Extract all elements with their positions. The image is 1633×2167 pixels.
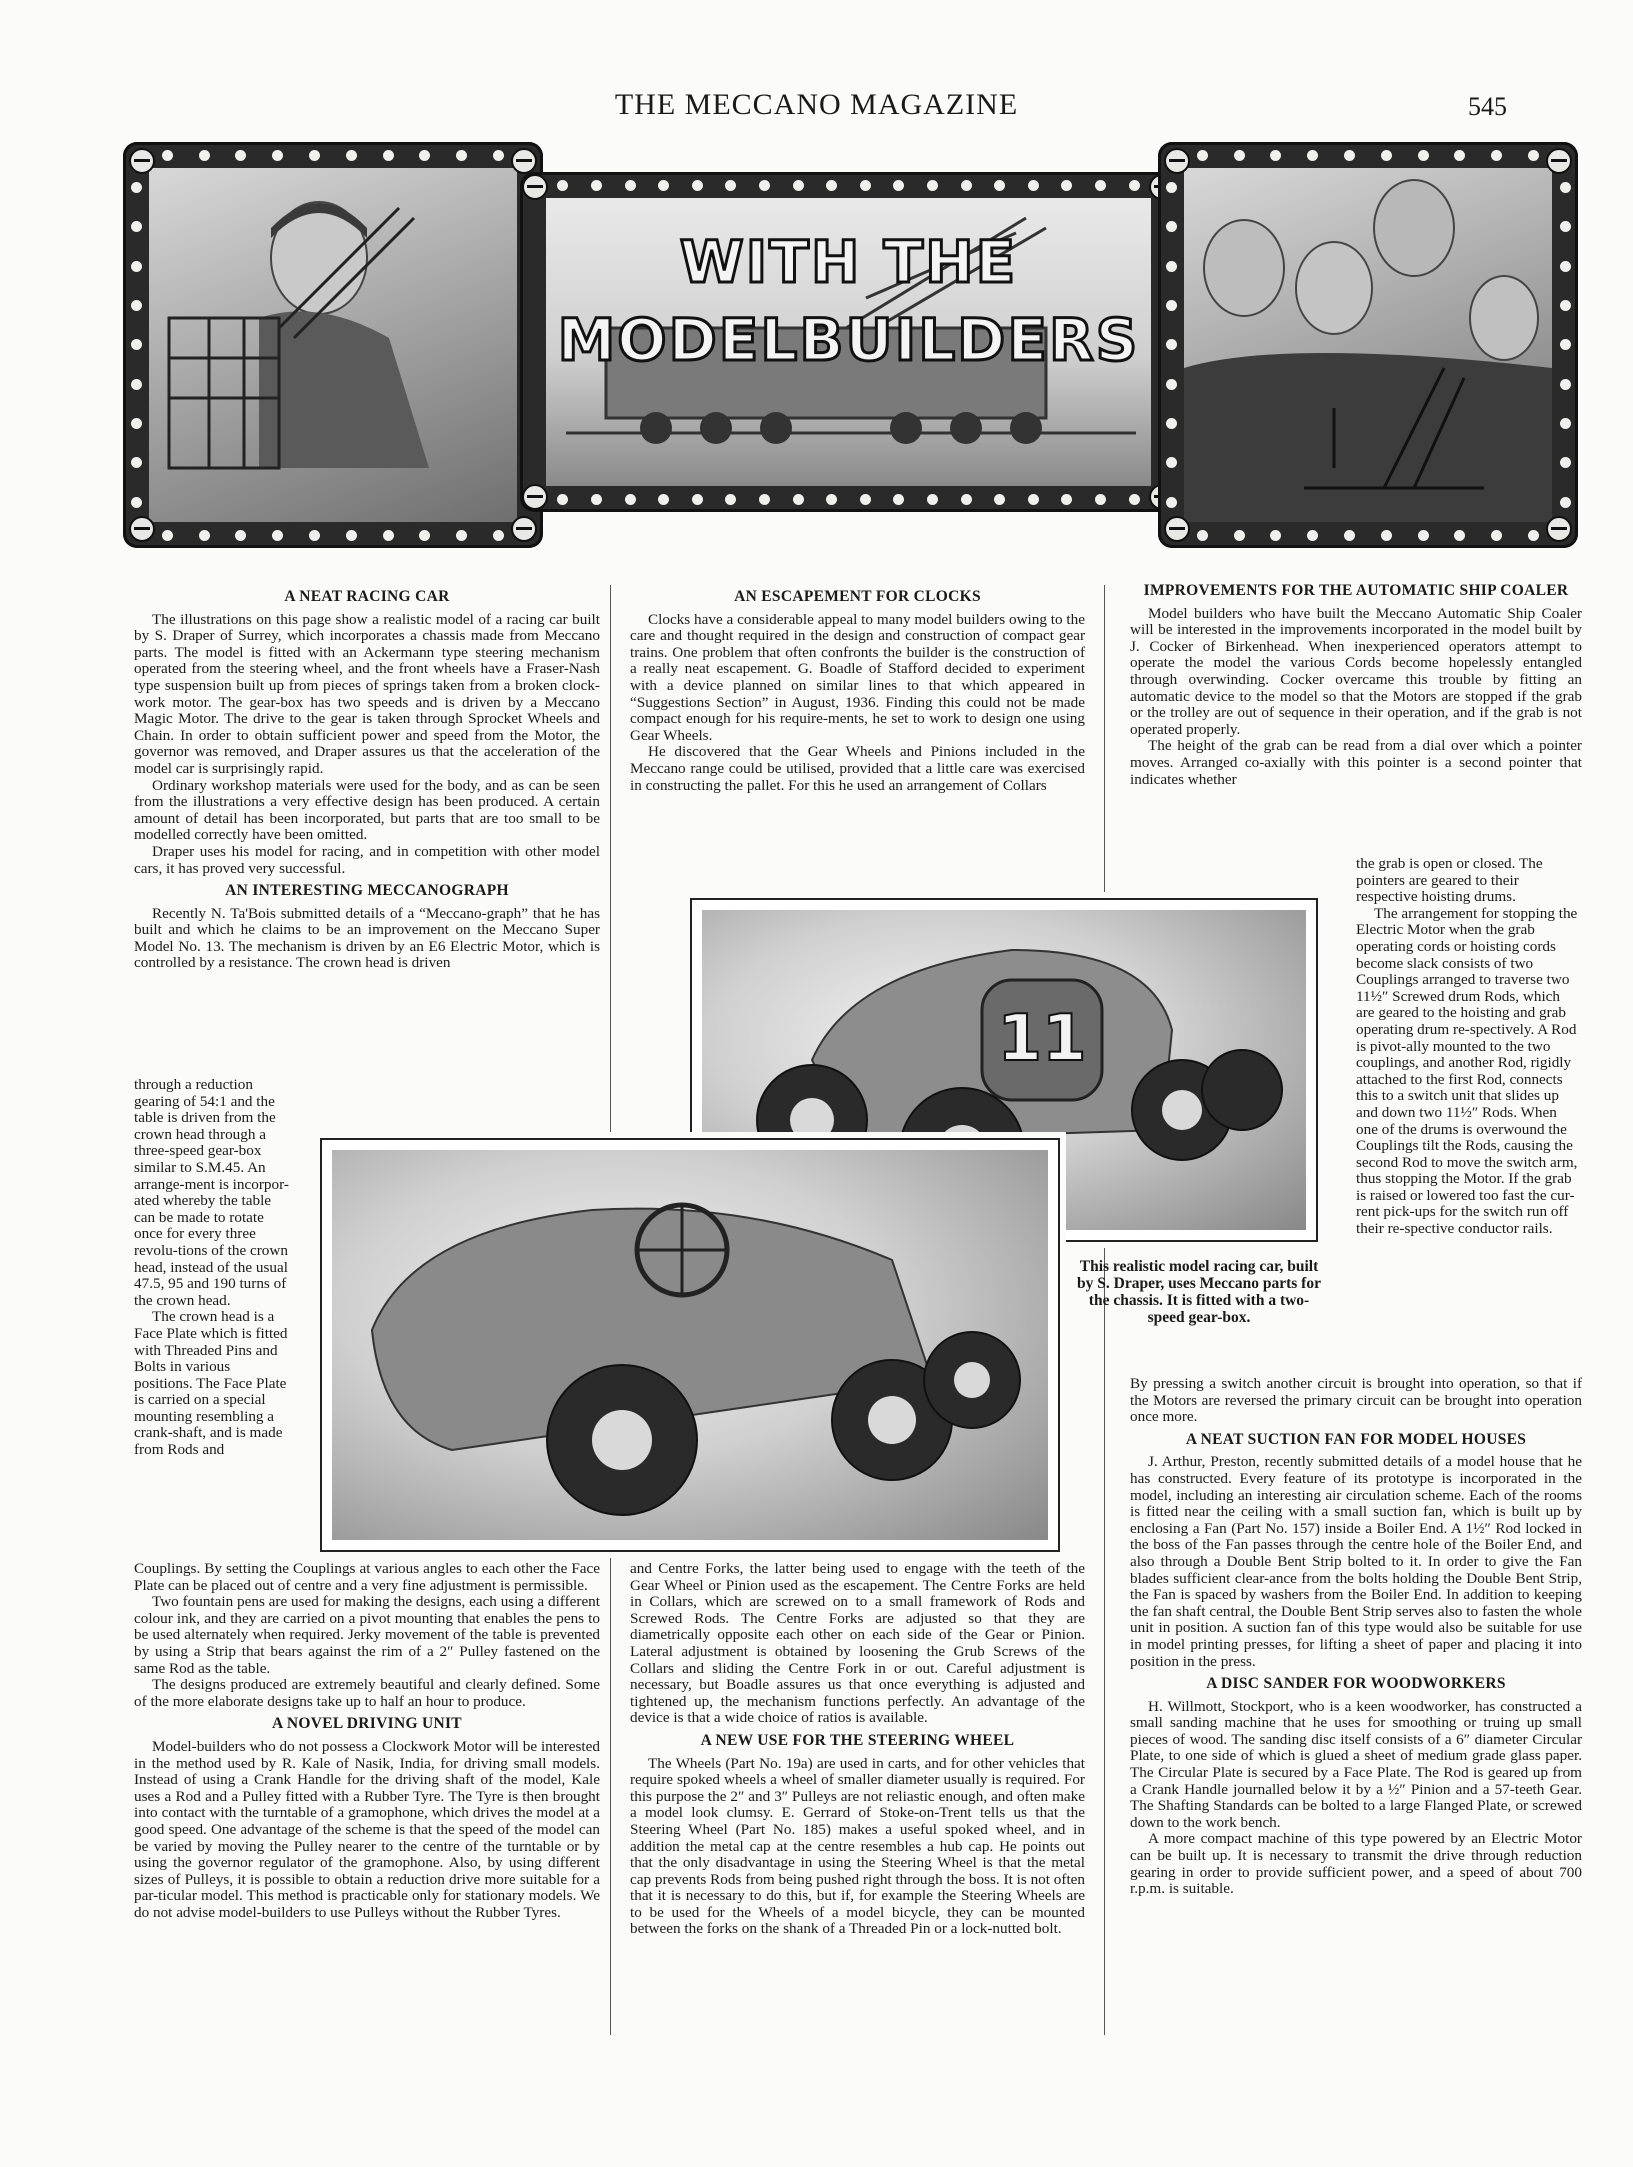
- disc-sander-paragraph-2: A more compact machine of this type powered by an Electric Motor can be built up. It is necessary to transmit the drive through reduction gearing in order to provide sufficient power, and a speed of about 700 r.p.m. is suitable.: [1130, 1830, 1582, 1898]
- escapement-paragraph-2: He discovered that the Gear Wheels and Pinions included in the Meccano range could be utilised, provided that a little care was exercised in constructing the pallet. For this he used an arrangement of Collars: [630, 743, 1085, 794]
- boy-with-model-photo: [149, 168, 517, 522]
- ship-coaler-paragraph-3: The arrangement for stopping the Electric Motor when the grab operating cords or hoisting cords become slack consists of two Couplings arranged to traverse two 11½″ Screwed drum Rods, which are geared to the hoisting and grab operating drum re-spectively. A Rod is pivot-ally mounted to the two couplings, and another Rod, rigidly attached to the first Rod, connects this to a switch unit that slides up and down two 11½″ Rods. When one of the drums is overwound the Couplings tilt the Rods, causing the second Rod to move the switch arm, thus stopping the Motor. If the grab is raised or lowered too fast the cur-rent pick-ups for the switch run off their re-spective conductor rails.: [1356, 904, 1578, 1238]
- banner-right-frame: [1158, 142, 1578, 548]
- meccanograph-paragraph-1: Recently N. Ta'Bois submitted details of a “Meccano-graph” that he has built and which he claims to be an improvement on the Meccano Super Model No. 13. The mechanism is driven by an E6 Electric Motor, which is controlled by a resistance. The crown head is driven: [134, 904, 600, 972]
- ship-coaler-paragraph-1: Model builders who have built the Meccano Automatic Ship Coaler will be interested in the improvements incorporated in the model built by J. Cocker of Birkenhead. When inexperienced operators attempt to operate the model the various Cords become hopelessly entangled through overwinding. Cocker overcame this trouble by fitting an automatic device to the model so that the Motors are stopped if the grab or the trolley are out of sequence in their operation, and if the grab is not operated properly.: [1130, 604, 1582, 738]
- racing-car-paragraph-1: The illustrations on this page show a realistic model of a racing car built by S. Draper of Surrey, which incorporates a chassis made from Meccano parts. The model is fitted with an Ackermann type steering mechanism operated from the steering wheel, and the front wheels have a Fraser-Nash type suspension built up from pieces of springs taken from a broken clock-work motor. The gear-box has two speeds and is driven by a Meccano Magic Motor. The drive to the gear is taken through Sprocket Wheels and Chain. In order to obtain sufficient power and speed from the Motor, the governor was removed, and Draper assures us that the acceleration of the model car is surprisingly rapid.: [134, 610, 600, 777]
- column-middle-upper: [630, 583, 1085, 794]
- banner-title-line2: MODELBUILDERS: [557, 306, 1140, 374]
- heading-meccanograph: AN INTERESTING MECCANOGRAPH: [225, 882, 509, 900]
- banner-title-line1: WITH THE: [679, 228, 1018, 296]
- column-right-upper: [1130, 583, 1582, 788]
- heading-racing-car: A NEAT RACING CAR: [284, 588, 450, 605]
- driving-unit-paragraph-1: Model-builders who do not possess a Clockwork Motor will be interested in the method used by R. Kale of Nasik, India, for driving small models. Instead of using a Crank Handle for the driving shaft of the model, Kale uses a Rod and a Pulley fitted with a Rubber Tyre. The Tyre is then brought into contact with the turntable of a gramophone, which drives the model at a good speed. One advantage of the scheme is that the speed of the model can be varied by moving the Pulley nearer to the centre of the turntable or by using the governor regulator of the gramophone. Also, by using different sizes of Pulleys, it is possible to obtain a reduction drive more suitable for a par-ticular model. This method is practicable only for stationary models. We do not advise model-builders to use Pulleys without the Rubber Tyres.: [134, 1737, 600, 1921]
- racing-car-paragraph-3: Draper uses his model for racing, and in competition with other model cars, it has proved very successful.: [134, 842, 600, 877]
- meccanograph-paragraph-2: The crown head is a Face Plate which is fitted with Threaded Pins and Bolts in various positions. The Face Plate is carried on a special mounting resembling a crank-shaft, and is made from Rods and: [134, 1308, 288, 1459]
- heading-disc-sander: A DISC SANDER FOR WOODWORKERS: [1206, 1675, 1506, 1693]
- meccanograph-paragraph-2b: Couplings. By setting the Couplings at various angles to each other the Face Plate can be placed out of centre and a very fine adjustment is permissible.: [134, 1560, 600, 1594]
- banner-left-frame: [123, 142, 543, 548]
- ship-coaler-paragraph-2b: the grab is open or closed. The pointers are geared to their respective hoisting drums.: [1356, 855, 1543, 906]
- ship-coaler-paragraph-2: The height of the grab can be read from a dial over which a pointer moves. Arranged co-axially with this pointer is a second pointer that indicates whether: [1130, 737, 1582, 788]
- disc-sander-paragraph-1: H. Willmott, Stockport, who is a keen woodworker, has constructed a small sanding machine that he uses for smoothing or truing up small pieces of wood. The sanding disc itself consists of a 6″ diameter Circular Plate, to one side of which is glued a sheet of medium grade glass paper. The Circular Plate is secured by a Face Plate. The Rod is geared up from a Crank Handle journalled below it by a ½″ Pinion and a 57-teeth Gear. The Shafting Standards can be bolted to a large Flanged Plate, or screwed down to the work bench.: [1130, 1697, 1582, 1831]
- column-right-lower: [1130, 1376, 1582, 1898]
- column-left-lower: [134, 1561, 600, 1921]
- banner-center-frame: [520, 172, 1177, 512]
- magazine-title: THE MECCANO MAGAZINE: [614, 88, 1019, 121]
- suction-fan-paragraph-1: J. Arthur, Preston, recently submitted details of a model house that he has constructed. Every feature of its prototype is incorporated in the model, including an interesting air circulation scheme. Each of the rooms is fitted near the ceiling with a small suction fan, which is built up by enclosing a Fan (Part No. 157) inside a Boiler End. A 1½″ Rod locked in the boss of the Fan passes through the centre hole of the Boiler End, and also through a Double Bent Strip bolted to it. In order to give the Fan blades sufficient clear-ance from the bolts holding the Double Bent Strip, the Fan is spaced by washers from the Boiler End. In addition to keeping the fan shaft central, the Double Bent Strip serves also to fasten the whole unit in position. A suction fan of this type would also be suitable for use in model printing presses, for lifting a sheet of paper and placing it into position in the press.: [1130, 1453, 1582, 1670]
- heading-ship-coaler: IMPROVEMENTS FOR THE AUTOMATIC SHIP COALER: [1143, 582, 1569, 599]
- car-number: 11: [997, 1002, 1087, 1076]
- column-right-narrow: [1356, 856, 1582, 1238]
- column-middle-lower: [630, 1561, 1085, 1938]
- page-number: 545: [1468, 92, 1507, 121]
- column-left-narrow: [134, 1077, 292, 1459]
- heading-steering-wheel: A NEW USE FOR THE STEERING WHEEL: [700, 1731, 1015, 1749]
- escapement-paragraph-3: and Centre Forks, the latter being used to engage with the teeth of the Gear Wheel or Pinion used as the escapement. The Centre Forks are held in Collars, which are screwed on to a small framework of Rods and Screwed Rods. The Centre Forks are adjusted so that they are diametrically opposite each other on each side of the Gear or Pinion. Lateral adjustment is obtained by loosening the Grub Screws of the Collars and sliding the Centre Fork in or out. Careful adjustment is necessary, but Boadle assures us that once everything is adjusted and tightened up, the mechanism functions perfectly. An advantage of the device is that a wide choice of ratios is available.: [630, 1560, 1085, 1727]
- meccanograph-paragraph-4: The designs produced are extremely beautiful and clearly defined. Some of the more elaborate designs take up to half an hour to produce.: [134, 1676, 600, 1710]
- steering-wheel-paragraph-1: The Wheels (Part No. 19a) are used in carts, and for other vehicles that require spoked wheels a wheel of smaller diameter usually is required. For this purpose the 2″ and 3″ Pulleys are not reliastic enough, and often make a model look clumsy. E. Gerrard of Stoke-on-Trent tells us that the Steering Wheel (Part No. 185) makes a useful spoked wheel, and in addition the metal cap at the centre resembles a hub cap. He points out that the only disadvantage in using the Steering Wheel is that the metal cap prevents Rods from being pushed right through the boss. It is not often that it is necessary to do this, but if, for example the Steering Wheels are to be used for the Wheels of a model bicycle, they can be mounted between the forks on the shank of a Threaded Pin or a lock-nutted bolt.: [630, 1754, 1085, 1938]
- heading-escapement: AN ESCAPEMENT FOR CLOCKS: [734, 588, 981, 605]
- racing-car-paragraph-2: Ordinary workshop materials were used for the body, and as can be seen from the illustrations a very effective design has been produced. A certain amount of detail has been incorporated, but parts that are too small to be modelled correctly have been omitted.: [134, 776, 600, 844]
- meccanograph-paragraph-1b: through a reduction gearing of 54:1 and the table is driven from the crown head through a three-speed gear-box similar to S.M.45. An arrange-ment is incorpor-ated whereby the table can be made to rotate once for every three revolu-tions of the crown head, instead of the usual 47.5, 95 and 190 turns of the crown head.: [134, 1076, 289, 1309]
- racing-car-photo-rear: [320, 1138, 1060, 1552]
- meccanograph-paragraph-3: Two fountain pens are used for making the designs, each using a different colour ink, and they are carried on a pivot mounting that enables the pens to be used alternately when required. Jerky movement of the table is prevented by using a Strip that bears against the rim of a 2″ Pulley fastened on the same Rod as the table.: [134, 1593, 600, 1677]
- escapement-paragraph-1: Clocks have a considerable appeal to many model builders owing to the care and thought required in the design and construction of compact gear trains. One problem that often confronts the builder is the construction of a really neat escapement. G. Boadle of Stafford decided to experiment with a device planned on similar lines to that which appeared in “Suggestions Section” in August, 1936. Finding this could not be made compact enough for his require-ments, he set to work to design one using Gear Wheels.: [630, 610, 1085, 744]
- column-left-upper: [134, 583, 600, 972]
- heading-driving-unit: A NOVEL DRIVING UNIT: [272, 1715, 462, 1733]
- group-with-crane-photo: [1184, 168, 1552, 522]
- ship-coaler-paragraph-4: By pressing a switch another circuit is brought into operation, so that if the Motors are reversed the primary circuit can be brought into operation once more.: [1130, 1375, 1582, 1426]
- photo-caption: This realistic model racing car, built by S. Draper, uses Meccano parts for the chassis. It is fitted with a two-speed gear-box.: [1077, 1258, 1321, 1326]
- banner-crane-photo: [546, 198, 1151, 486]
- heading-suction-fan: A NEAT SUCTION FAN FOR MODEL HOUSES: [1185, 1430, 1527, 1448]
